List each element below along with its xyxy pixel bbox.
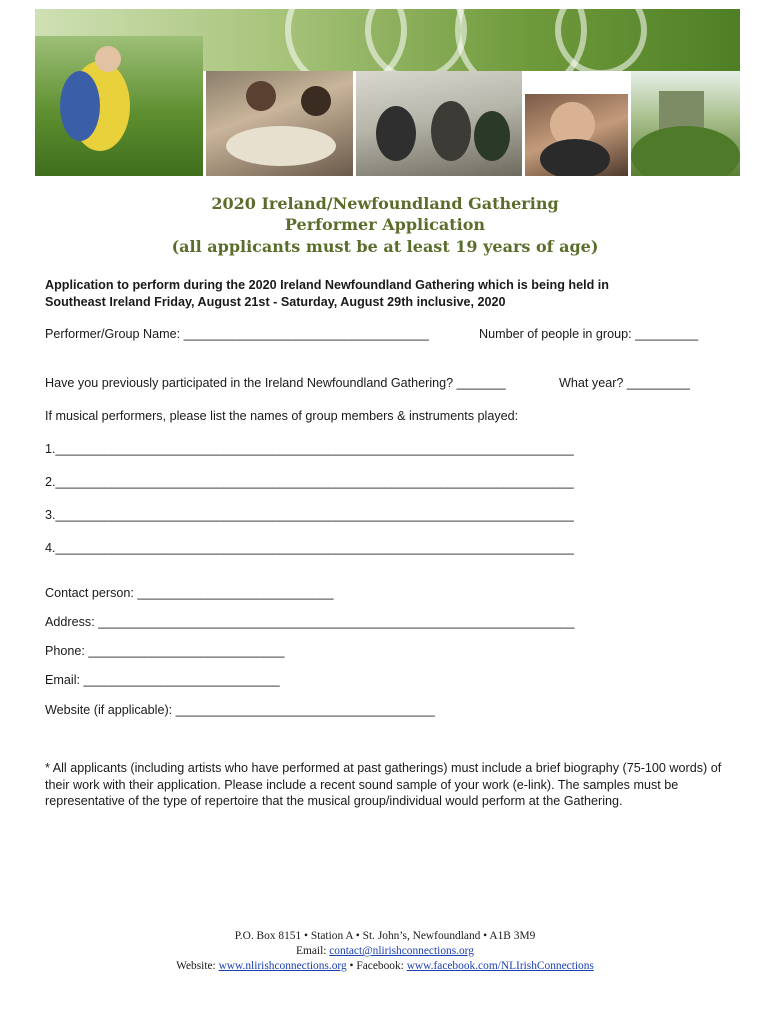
- member-line-3[interactable]: 3.__________________________________________________________________________: [45, 508, 574, 522]
- title-application: Performer Application: [284, 215, 486, 234]
- footer-website-label: Website:: [176, 960, 219, 972]
- footer-email-line: [0, 944, 770, 959]
- footer-facebook-label: • Facebook:: [346, 960, 407, 972]
- what-year-field[interactable]: What year? _________: [559, 376, 690, 390]
- header-banner: [35, 9, 740, 176]
- footer-email-label: Email:: [296, 945, 330, 957]
- footer-facebook-link[interactable]: www.facebook.com/NLIrishConnections: [406, 960, 594, 972]
- people-count-field[interactable]: Number of people in group: _________: [479, 327, 699, 341]
- intro-line-2: Southeast Ireland Friday, August 21st - Saturday, August 29th inclusive, 2020: [45, 295, 506, 309]
- musicians-porch-photo: [356, 71, 522, 176]
- title-age-requirement: (all applicants must be at least 19 years of age): [171, 237, 599, 256]
- member-line-2[interactable]: 2.__________________________________________________________________________: [45, 475, 574, 489]
- previously-participated-field[interactable]: Have you previously participated in the Ireland Newfoundland Gathering? _______: [45, 376, 506, 390]
- footer-address: P.O. Box 8151 • Station A • St. John’s, Newfoundland • A1B 3M9: [234, 930, 536, 942]
- website-field[interactable]: Website (if applicable): _____________________________________: [45, 703, 435, 717]
- biography-note: * All applicants (including artists who have performed at past gatherings) must include a brief biography (75-100 words) of their work with their application. Please include a recent sound sample of your work (e-link). The samples must be representative of the type of repertoire that the musical group/individual would perform at the Gathering.: [45, 761, 722, 808]
- hurling-photo: [35, 36, 203, 176]
- crafts-group-photo: [206, 71, 353, 176]
- email-field[interactable]: Email: ____________________________: [45, 673, 280, 687]
- phone-field[interactable]: Phone: ____________________________: [45, 644, 285, 658]
- footer-web-line: [0, 959, 770, 974]
- castle-ruin-photo: [631, 71, 740, 176]
- address-field[interactable]: Address: ____________________________________________________________________: [45, 615, 575, 629]
- performer-name-field[interactable]: Performer/Group Name: ___________________________________: [45, 327, 429, 341]
- title-event: 2020 Ireland/Newfoundland Gathering: [211, 194, 559, 213]
- member-line-1[interactable]: 1.__________________________________________________________________________: [45, 442, 574, 456]
- intro-line-1: Application to perform during the 2020 Ireland Newfoundland Gathering which is being held in: [45, 278, 609, 292]
- member-line-4[interactable]: 4.__________________________________________________________________________: [45, 541, 574, 555]
- musical-members-prompt: If musical performers, please list the names of group members & instruments played:: [45, 409, 519, 423]
- footer-email-link[interactable]: contact@nlirishconnections.org: [329, 945, 474, 957]
- artist-portrait-photo: [525, 94, 628, 176]
- footer-website-link[interactable]: www.nlirishconnections.org: [218, 960, 347, 972]
- contact-person-field[interactable]: Contact person: ____________________________: [45, 586, 334, 600]
